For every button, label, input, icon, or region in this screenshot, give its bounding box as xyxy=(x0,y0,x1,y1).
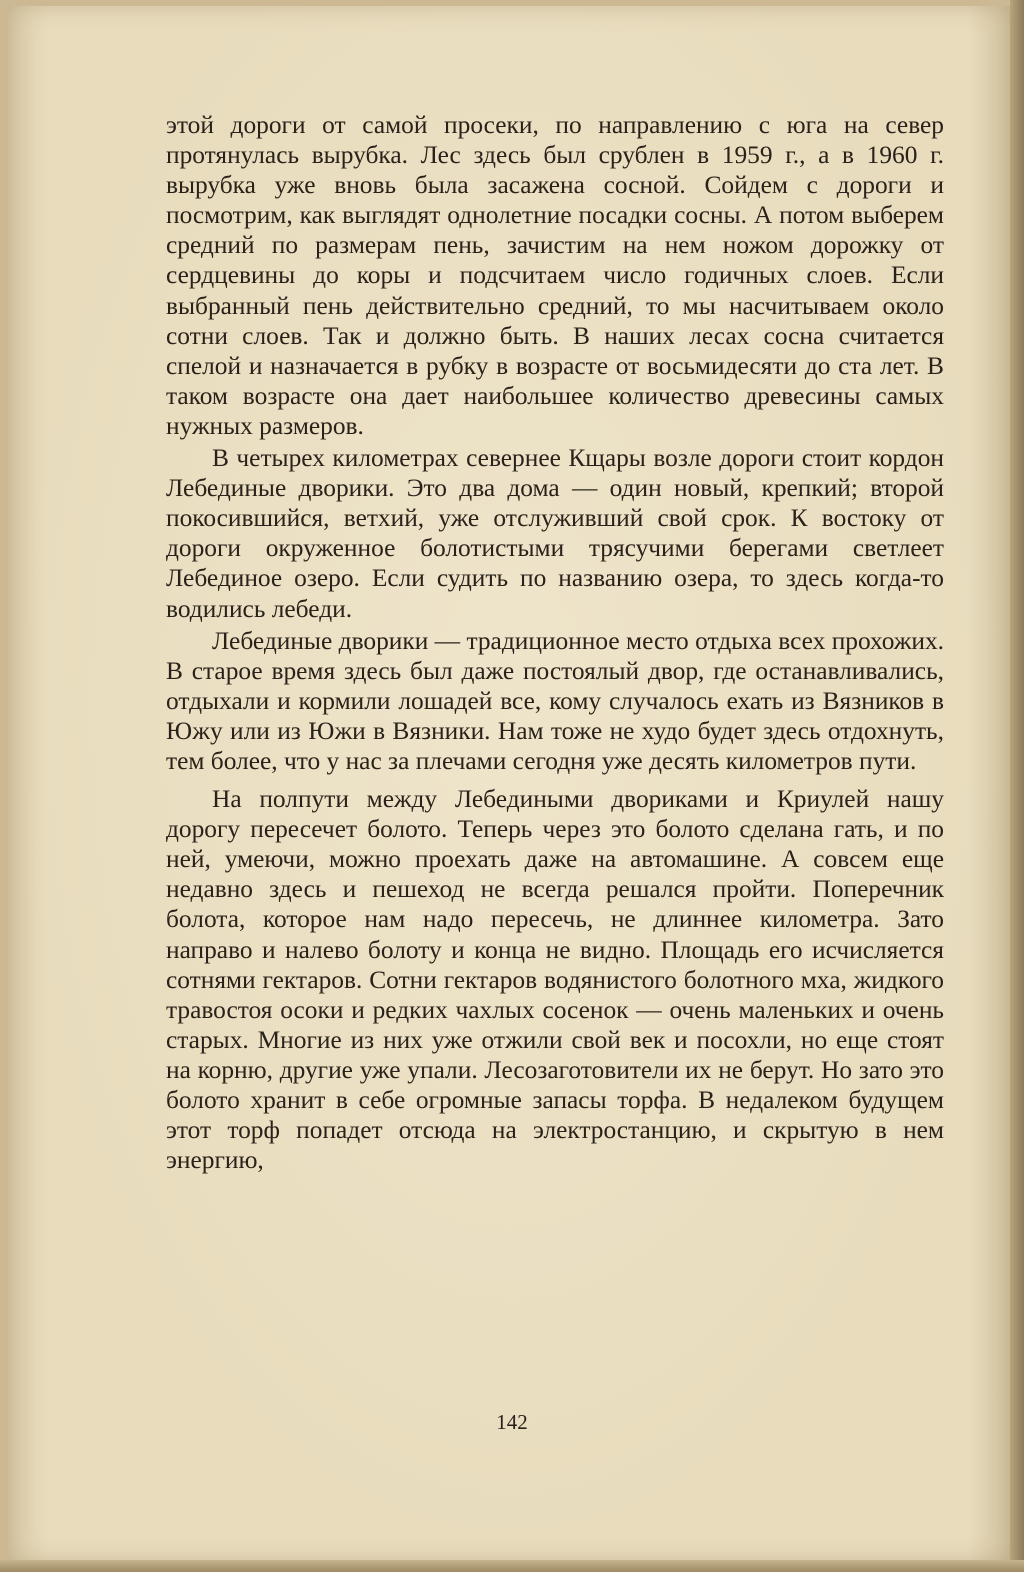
paragraph-rest-place: Лебединые дворики — традиционное место отдыха всех прохожих. В старое время здесь был даже постоялый двор, где останавливались, отдыхали и кормили лошадей все, кому случалось ехать из Вязников в Южу или из Южи в Вязники. Нам тоже не худо будет здесь отдохнуть, тем более, что у нас за плечами сегодня уже десять километров пути. xyxy=(166,626,944,775)
paragraph-continuation: этой дороги от самой просеки, по направлению с юга на север протянулась вырубка. Лес здесь был срублен в 1959 г., а в 1960 г. вырубка уже вновь была засажена сосной. Сойдем с дороги и посмотрим, как выглядят однолетние посадки сосны. А потом выберем средний по размерам пень, зачистим на нем ножом дорожку от сердцевины до коры и подсчитаем число годичных слоев. Если выбранный пень действительно средний, то мы насчитываем около сотни слоев. Так и должно быть. В наших лесах сосна считается спелой и назначается в рубку в возрасте от восьмидесяти до ста лет. В таком возрасте она дает наибольшее количество древесины самых нужных размеров. xyxy=(166,111,944,440)
paragraph-swamp: На полпути между Лебедиными двориками и Криулей нашу дорогу пересечет болото. Теперь через это болото сделана гать, и по ней, умеючи, можно проехать даже на автомашине. А совсем еще недавно здесь и пешеход не всегда решался пройти. Поперечник болота, которое нам надо пересечь, не длиннее километра. Зато направо и налево болоту и конца не видно. Площадь его исчисляется сотнями гектаров. Сотни гектаров водянистого болотного мха, жидкого травостоя осоки и редких чахлых сосенок — очень маленьких и очень старых. Многие из них уже отжили свой век и посохли, но еще стоят на корню, другие уже упали. Лесозаготовители их не берут. Но зато это болото хранит в себе огромные запасы торфа. В недалеком будущем этот торф попадет отсюда на электростанцию, и скрытую в нем энергию, xyxy=(166,785,944,1175)
page-edge-right xyxy=(1010,0,1024,1572)
page-edge-bottom xyxy=(0,1560,1024,1572)
page-number: 142 xyxy=(496,1410,528,1434)
page-body-text xyxy=(166,110,944,1175)
paragraph-lebedinye-dvoriki-cordon: В четырех километрах севернее Кщары возле дороги стоит кордон Лебединые дворики. Это два дома — один новый, крепкий; второй покосившийся, ветхий, уже отслуживший свой срок. К востоку от дороги окруженное болотистыми трясучими берегами светлеет Лебединое озеро. Если судить по названию озера, то здесь когда-то водились лебеди. xyxy=(166,444,944,623)
